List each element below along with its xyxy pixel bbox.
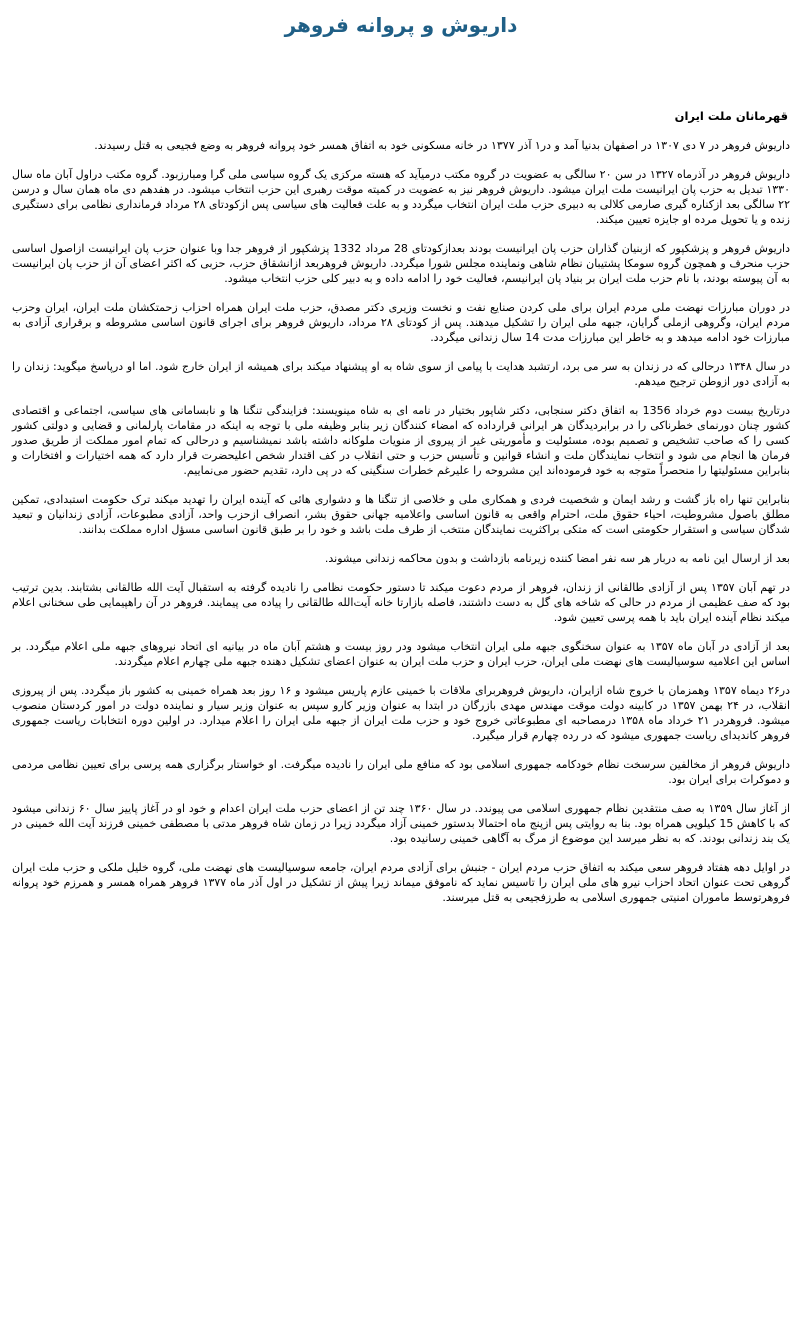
- paragraph-7: بنابراین تنها راه باز گشت و رشد ایمان و شخصیت فردی و همکاری ملی و خلاصی از تنگنا ها و دشواری هائی که آینده ایران را تهدید میکند ترک حکومت استبدادی، تمکین مطلق باصول مشروطیت، احیاء حقوق ملت، احترام واقعی به قانون اساسی واعلامیه جهانی حقوق بشر، انصراف ازحزب واحد، آزادی مطبوعات، آزادی زندانیان و تبعید شدگان سیاسی و استقرار حکومتی است که متکی براکثریت نمایندگان منتخب از طرف ملت باشد و خود را بر طبق قانون اساسی مسؤل اداره مملکت بدانند.: [12, 493, 790, 536]
- paragraph-11: در۲۶ دیماه ۱۳۵۷ وهمزمان با خروج شاه ازایران، داریوش فروهربرای ملاقات با خمینی عازم پاریس میشود و ۱۶ روز بعد همراه خمینی به کشور باز میگردد. پس از پیروزی انقلاب، در ۲۴ بهمن ۱۳۵۷ در کابینه دولت موقت مهندس مهدی بازرگان در ابتدا به عنوان وزیر کارو سپس به عنوان وزیر سیار و نماینده دولت در امور کردستان منصوب میشود. فروهردر ۲۱ خرداد ماه ۱۳۵۸ درمصاحبه ای مطبوعاتی خروج خود و حزب ملت ایران از جبهه ملی ایران را اعلام میدارد. در اولین دوره انتخابات ریاست جمهوری فروهر کاندیدای ریاست جمهوری میشود که در رده چهارم قرار میگیرد.: [12, 684, 790, 742]
- paragraph-8: بعد از ارسال این نامه به دربار هر سه نفر امضا کننده زیرنامه بازداشت و بدون محاکمه زندانی میشوند.: [324, 552, 790, 565]
- paragraph-10: بعد از آزادی در آبان ماه ۱۳۵۷ به عنوان سخنگوی جبهه ملی ایران انتخاب میشود ودر روز بیست و هشتم آبان ماه در بیانیه ای اتحاد نیروهای جبهه ملی اعلام میگردد. بر اساس این اعلامیه سوسیالیست های نهضت ملی ایران، حزب ایران و حزب ملت ایران به عنوان اعضای تشکیل دهنده جبهه ملی چهارم اعلام میگردند.: [12, 640, 790, 668]
- paragraph-4: در دوران مبارزات نهضت ملی مردم ایران برای ملی کردن صنایع نفت و نخست وزیری دکتر مصدق، حزب ملت ایران همراه احزاب زحمتکشان ملت ایران، ایران وحزب مردم ایران، وگروهی ازملی گرایان، جبهه ملی ایران را تشکیل میدهند. پس از کودتای ۲۸ مرداد، داریوش فروهر برای اجرای قانون اساسی مشروطه و برقراری آزادی به مبارزات خود ادامه میدهد و به خاطر این مبارزات مدت 14 سال زندانی میگردد.: [12, 301, 790, 344]
- paragraph-9: در تهم آبان ۱۳۵۷ پس از آزادی طالقانی از زندان، فروهر از مردم دعوت میکند تا دستور حکومت نظامی را نادیده گرفته به استقبال آیت الله طالقانی بشتابند. بدین ترتیب بود که صف عظیمی از مردم در حالی که شاخه های گل به دست داشتند، فاصله بازارتا خانه آیت‌الله طالقانی را پیاده می پیمایند. فروهر در آن راهپیمایی طی سخنانی اعلام میکند نظام آینده ایران باید با همه پرسی تعیین شود.: [12, 581, 790, 624]
- paragraph-13: از آغاز سال ۱۳۵۹ به صف منتقدین نظام جمهوری اسلامی می پیوندد. در سال ۱۳۶۰ چند تن از اعضای حزب ملت ایران اعدام و خود او در آغاز پاییز سال ۶۰ زندانی میشود که با کاهش 15 کیلویی همراه بود. بنا به روایتی پس ازپنج ماه احتمالا بدستور خمینی آزاد میگردد زیرا در زمان شاه فروهر مدتی با مصطفی خمینی فرزند آیت الله خمینی در یک بند زندانی بودند. که به نظر میرسد این موضوع از مرگ به آگاهی خمینی رسانیده بود.: [12, 802, 791, 845]
- paragraph-2: داریوش فروهر در آذرماه ۱۳۲۷ در سن ۲۰ سالگی به عضویت در گروه مکتب درمیآید که هسته مرکزی یک گروه سیاسی ملی گرا ومبارزبود. گروه مکتب دراول آبان ماه سال ۱۳۳۰ تبدیل به حزب پان ایرانیست ملت ایران میشود. داریوش فروهر نیز به عضویت در کمیته موقت رهبری این حزب انتخاب میشود. در هفدهم دی ماه همان سال و درسن ۲۲ سالگی بعد ازکناره گیری صارمی کلالی به دبیری حزب ملت ایران انتخاب میگردد و به علت فعالیت های سیاسی پس ازکودتای ۲۸ مرداد فرمانداری نظامی برای دستگیری زنده و یا تحویل مرده او جایزه تعیین میکند.: [12, 168, 790, 226]
- paragraph-5: در سال ۱۳۴۸ درحالی که در زندان به سر می برد، ارتشبد هدایت با پیامی از سوی شاه به او پیشنهاد میکند برای همیشه از ایران خارج شود. اما او درپاسخ میگوید: زندان را به آزادی دور ازوطن ترجیح میدهم.: [12, 360, 790, 388]
- page-title: داریوش و پروانه فروهر: [284, 13, 518, 37]
- section-heading: قهرمانان ملت ایران: [674, 109, 788, 123]
- paragraph-12: داریوش فروهر از مخالفین سرسخت نظام خودکامه جمهوری اسلامی بود که منافع ملی ایران را نادیده میگرفت. او خواستار برگزاری همه پرسی برای تعیین نظامی مردمی و دموکرات برای ایران بود.: [12, 758, 790, 786]
- paragraph-1: داریوش فروهر در ۷ دی ۱۳۰۷ در اصفهان بدنیا آمد و در۱ آذر ۱۳۷۷ در خانه مسکونی خود به اتفاق همسر خود پروانه فروهر به وضع فجیعی به قتل رسیدند.: [94, 139, 790, 152]
- title-spacer: [12, 40, 790, 108]
- paragraph-3: داریوش فروهر و پزشکپور که ازبنیان گذاران حزب پان ایرانیست بودند بعدازکودتای 28 مرداد 1332 پزشکپور از فروهر جدا وبا عنوان حزب پان ایرانیست ازاصول اساسی حزب منحرف و همچون گروه سومکا پشتیبان نظام شاهی ونماینده مجلس شورا میگردد. داریوش فروهربعد ازانشقاق حزب، حزبی که اکثر اعضای آن از حزب پان ایرانیست به آن پیوسته بودند، با نام حزب ملت ایران بر بنیاد پان ایرانیسم، فعالیت خود را ادامه داده و به دبیر کلی حزب انتخاب میشود.: [12, 242, 790, 285]
- paragraph-14: در اوایل دهه هفتاد فروهر سعی میکند به اتفاق حزب مردم ایران - جنبش برای آزادی مردم ایران، جامعه سوسیالیست های نهضت ملی، گروه خلیل ملکی و حزب ملت ایران گروهی تحت عنوان اتحاد احزاب نیرو های ملی ایران را تاسیس نماید که ناموفق میماند زیرا پیش از تشکیل در اول آذر ماه ۱۳۷۷ فروهر همراه همسر و همرزم خود پروانه فروهرتوسط ماموران امنیتی جمهوری اسلامی به طرزفجیعی به قتل میرسند.: [12, 861, 790, 904]
- paragraph-6: درتاریخ بیست دوم خرداد 1356 به اتفاق دکتر سنجابی، دکتر شاپور بختیار در نامه ای به شاه مینویسند: فزایندگی تنگنا ها و نابسامانی های سیاسی، اجتماعی و اقتصادی کشور چنان دورنمای خطرناکی را در برابردیدگان هر ایرانی قرارداده که امضاء کنندگان زیر بنابر وظیفه ملی با توجه به اینکه در مقامات پارلمانی و قضایی و دولتی کشور کسی را که صاحب تشخیص و تصمیم بوده، مسئولیت و مأموریتی غیر از پیروی از منویات ملوکانه داشته باشد نمیشناسیم و درحالی که تمام امور مملکت از طریق صدور فرمان ها انجام می شود و انتخاب نمایندگان ملت و انشاء قوانین و تأسیس حزب و حتی انقلاب در کف اقتدار شخص اعلیحضرت قرار دارد که همه اختیارات و افتخارات و بنابراین مسئولیتها را منحصراً متوجه به خود فرموده‌اند این مشروحه را علیرغم خطرات سنگینی که در پی دارد، تقدیم حضور می‌نماییم.: [12, 404, 790, 477]
